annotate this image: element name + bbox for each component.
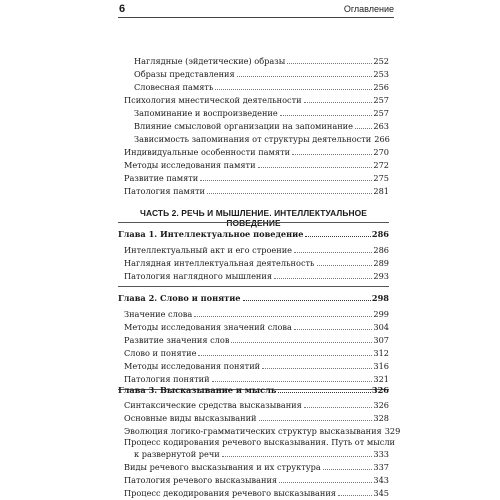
toc-entry-page: 343 <box>373 475 389 485</box>
toc-entry-page: 266 <box>374 134 390 144</box>
toc-entry-title: Значение слова <box>124 309 193 319</box>
toc-entry-title: Процесс декодирования речевого высказывания <box>124 488 336 498</box>
toc-entry-page: 321 <box>373 374 389 384</box>
toc-entry-title: Патология понятий <box>124 374 210 384</box>
toc-entry-page: 316 <box>373 361 389 371</box>
toc-entry-page: 312 <box>373 348 389 358</box>
toc-entry-title: Наглядная интеллектуальная деятельность <box>124 258 315 268</box>
toc-chapter-title: Глава 2. Слово и понятие <box>118 293 241 303</box>
toc-entry-title: Зависимость запоминания от структуры деятельности <box>134 134 372 144</box>
toc-chapter-page: 326 <box>371 385 389 395</box>
part-heading: ЧАСТЬ 2. РЕЧЬ И МЫШЛЕНИЕ. ИНТЕЛЛЕКТУАЛЬНОЕ ПОВЕДЕНИЕ <box>140 208 367 228</box>
toc-entry-page: 326 <box>373 400 389 410</box>
toc-entry-title: Развитие значения слов <box>124 335 230 345</box>
toc-entry-title: Методы исследования памяти <box>124 160 256 170</box>
toc-entry-page: 272 <box>373 160 389 170</box>
toc-entry-title: Методы исследования понятий <box>124 361 261 371</box>
toc-entry-page: 257 <box>373 108 389 118</box>
toc-entry-page: 329 <box>384 426 401 436</box>
toc-entry-title: Процесс кодирования речевого высказывания. Путь от мысли <box>124 437 395 447</box>
toc-entry-page: 256 <box>373 82 389 92</box>
toc-entry-page: 286 <box>373 245 389 255</box>
toc-entry-title: Запоминание и воспроизведение <box>134 108 278 118</box>
toc-entry-page: 270 <box>373 147 389 157</box>
toc-chapter-title: Глава 1. Интеллектуальное поведение <box>118 229 304 239</box>
toc-entry-title: Методы исследования значений слова <box>124 322 292 332</box>
toc-chapter-page: 298 <box>371 293 389 303</box>
toc-entry-page: 263 <box>373 121 389 131</box>
toc-entry-page: 252 <box>373 56 389 66</box>
toc-entry-title-continuation: к развернутой речи <box>134 449 220 459</box>
toc-entry-title: Патология речевого высказывания <box>124 475 278 485</box>
page-number: 6 <box>119 3 126 15</box>
toc-entry-title: Образы представления <box>134 69 235 79</box>
toc-entry-page: 253 <box>373 69 389 79</box>
toc-entry-page: 289 <box>373 258 389 268</box>
toc-entry-title: Наглядные (эйдетические) образы <box>134 56 286 66</box>
toc-entry-title: Психология мнестической деятельности <box>124 95 302 105</box>
toc-entry-page: 281 <box>373 186 389 196</box>
toc-entry[interactable] <box>118 486 389 498</box>
toc-entry-title: Основные виды высказываний <box>124 413 257 423</box>
toc-entry-title: Эволюция логико-грамматических структур высказывания <box>124 426 382 436</box>
toc-entry-title: Индивидуальные особенности памяти <box>124 147 291 157</box>
toc-bottom-entry-layer <box>118 0 389 500</box>
toc-entry-page: 275 <box>373 173 389 183</box>
toc-chapter-title: Глава 3. Высказывание и мысль <box>118 385 277 395</box>
toc-entry-page: 304 <box>373 322 389 332</box>
toc-entry-page: 257 <box>373 95 389 105</box>
toc-chapter-page: 286 <box>371 229 389 239</box>
toc-entry-title: Слово и понятие <box>124 348 197 358</box>
toc-entry-page: 299 <box>373 309 389 319</box>
toc-entry-title: Влияние смысловой организации на запоминание <box>134 121 353 131</box>
toc-entry-title: Синтаксические средства высказывания <box>124 400 302 410</box>
toc-entry-title: Словесная память <box>134 82 214 92</box>
toc-entry-title: Патология памяти <box>124 186 205 196</box>
toc-entry-title: Патология наглядного мышления <box>124 271 272 281</box>
running-title: Оглавление <box>343 4 394 14</box>
toc-entry-page: 307 <box>373 335 389 345</box>
toc-entry-title: Виды речевого высказывания и их структура <box>124 462 321 472</box>
toc-entry-title: Развитие памяти <box>124 173 199 183</box>
toc-entry-page: 345 <box>373 488 389 498</box>
toc-entry-page: 293 <box>373 271 389 281</box>
toc-entry-page: 337 <box>373 462 389 472</box>
toc-entry-title: Интеллектуальный акт и его строение <box>124 245 293 255</box>
toc-entry-page: 333 <box>373 449 389 459</box>
leader-dots <box>338 495 372 496</box>
toc-entry-page: 328 <box>373 413 389 423</box>
